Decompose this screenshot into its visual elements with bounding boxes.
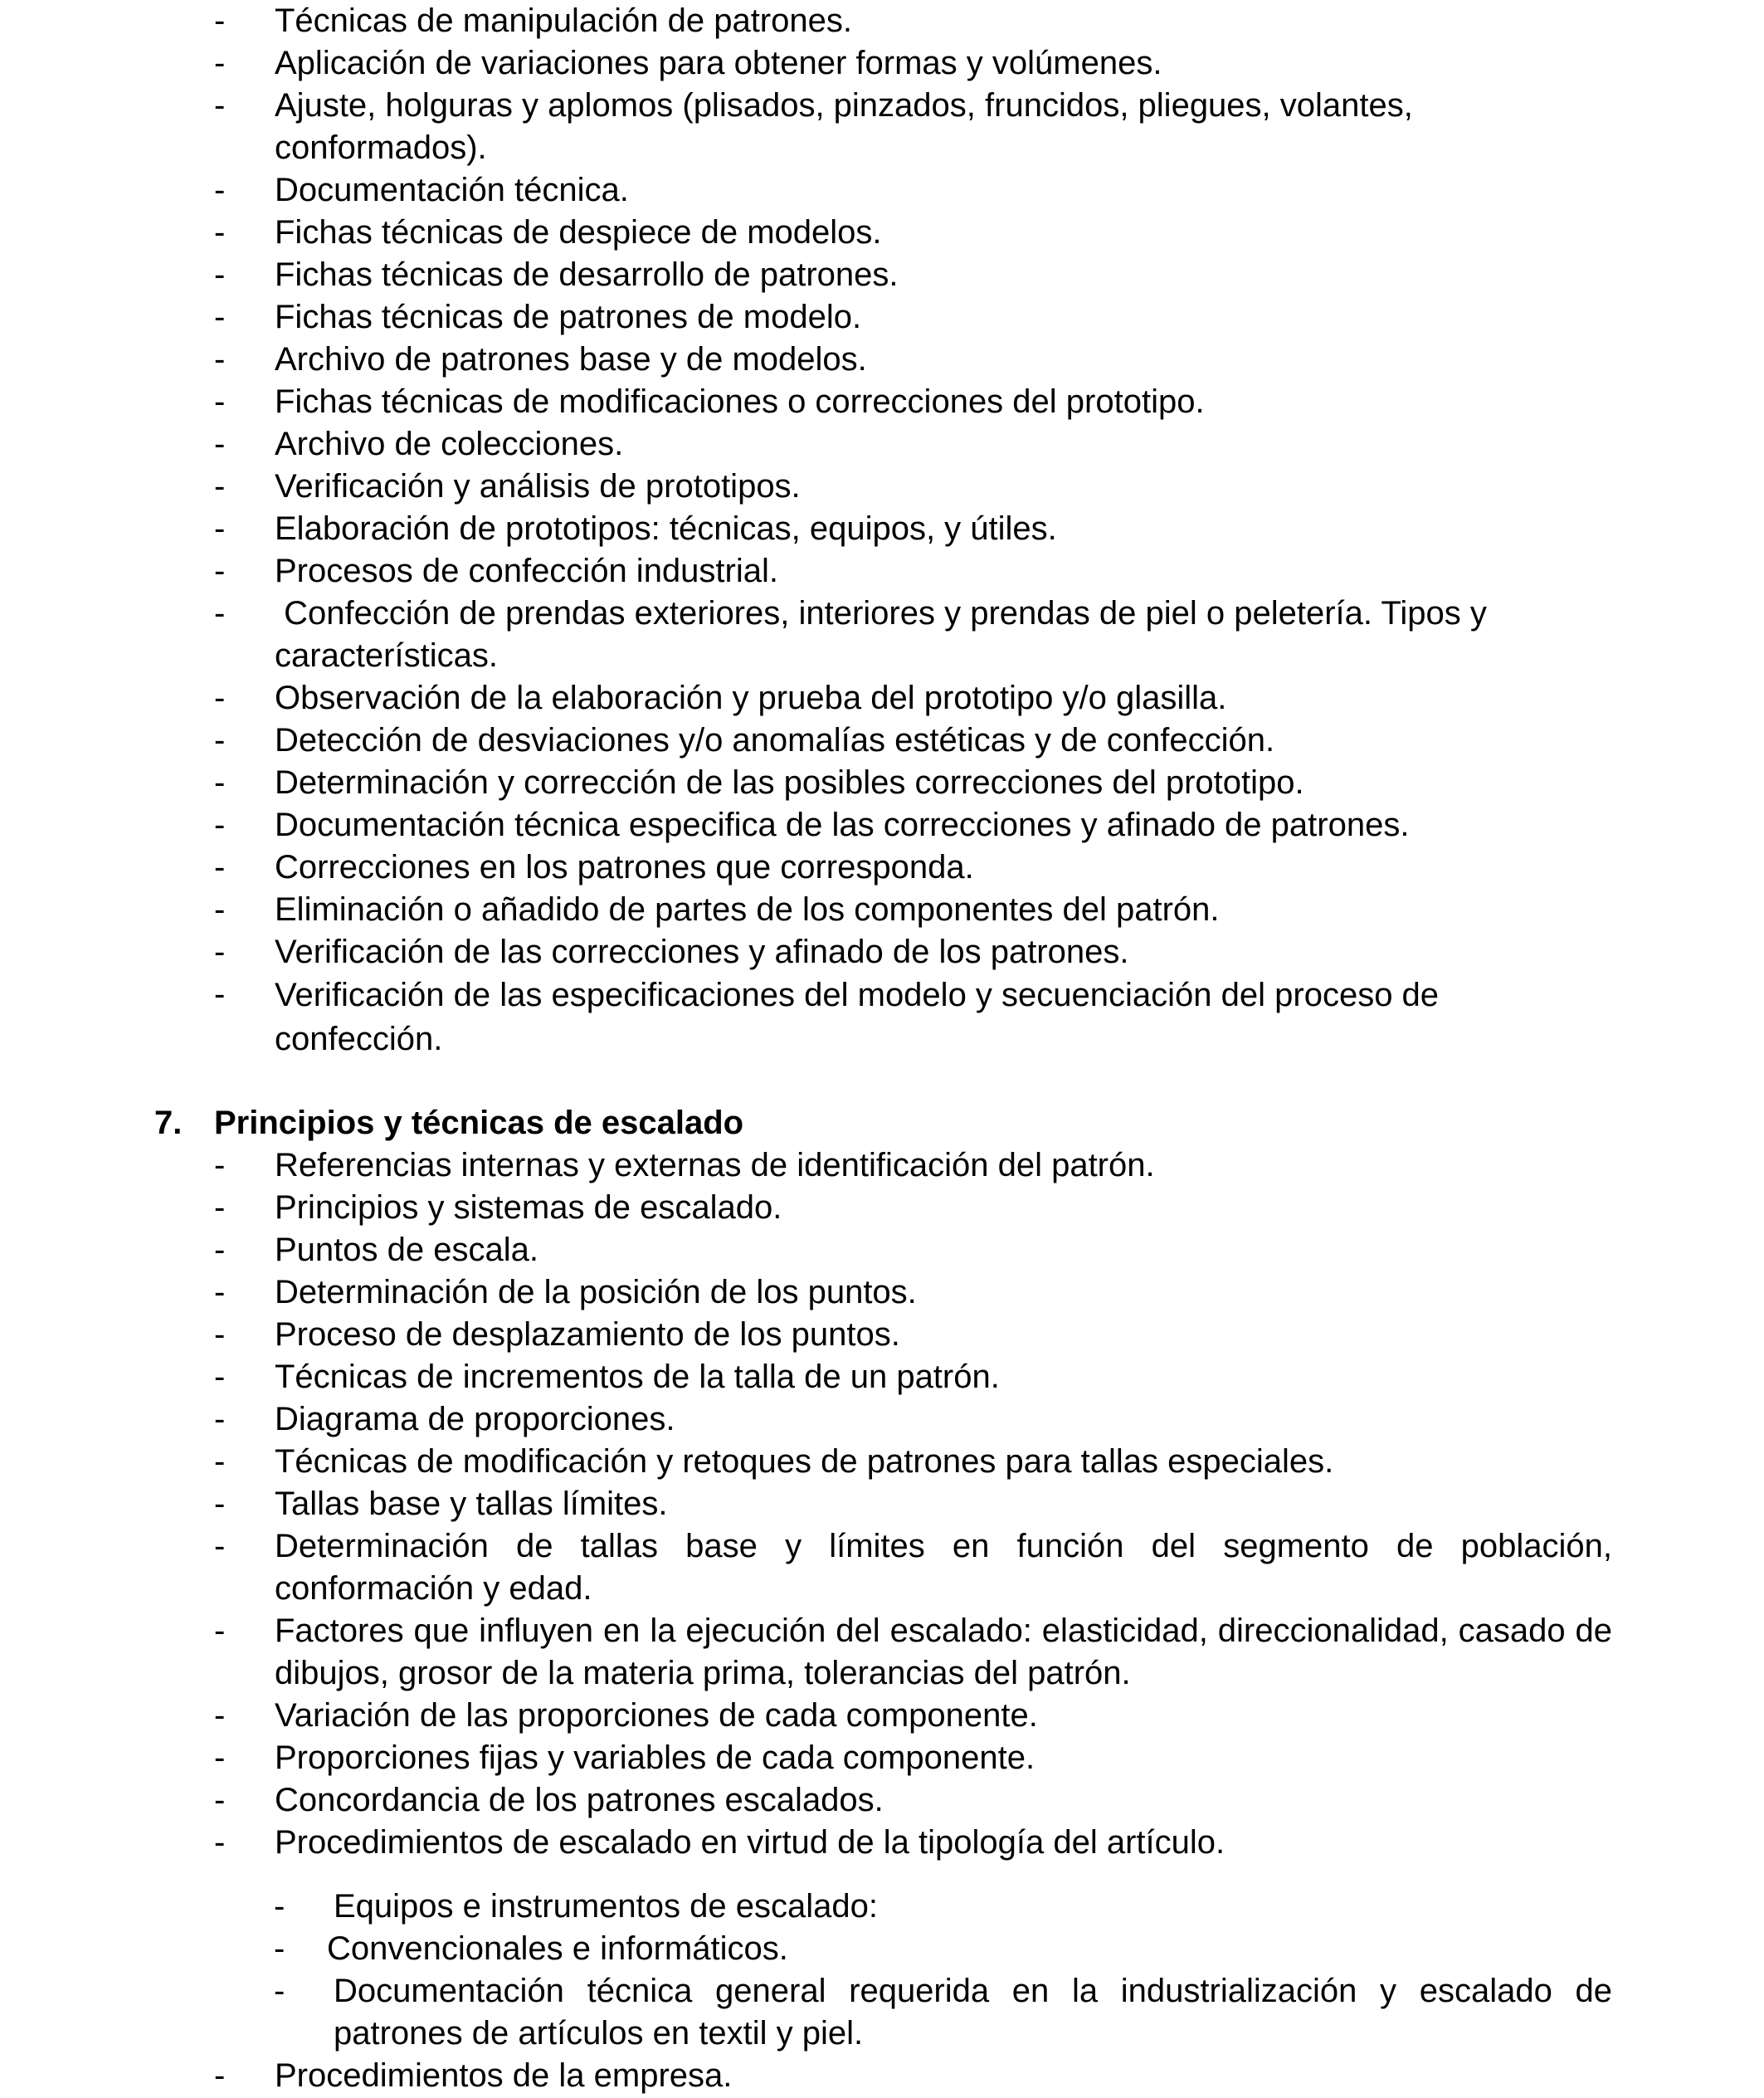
content-list-section-7 xyxy=(0,1144,1764,1864)
list-item xyxy=(0,1737,1764,1779)
bullet-dash: - xyxy=(214,1189,226,1226)
bullet-dash: - xyxy=(214,87,226,124)
bullet-dash: - xyxy=(214,807,226,843)
bullet-dash: - xyxy=(214,553,226,589)
list-item xyxy=(0,1271,1764,1314)
list-item-text: Verificación de las correcciones y afinado de los patrones. xyxy=(275,934,1129,970)
bullet-dash: - xyxy=(214,1782,226,1818)
list-item-text: Archivo de colecciones. xyxy=(275,426,624,462)
bullet-dash: - xyxy=(214,1147,226,1183)
list-item-text: Factores que influyen en la ejecución del escalado: elasticidad, direccionalidad, casado de dibujos, grosor de la materia prima, tolerancias del patrón. xyxy=(275,1613,1612,1691)
list-item-text: Procedimientos de la empresa. xyxy=(275,2057,733,2094)
list-item xyxy=(0,889,1764,931)
list-item xyxy=(0,423,1764,466)
bullet-dash: - xyxy=(214,849,226,886)
list-item xyxy=(0,1483,1764,1525)
bullet-dash: - xyxy=(274,1930,285,1967)
list-item-text: Principios y sistemas de escalado. xyxy=(275,1189,782,1226)
bullet-dash: - xyxy=(274,1973,285,2009)
bullet-dash: - xyxy=(214,214,226,251)
list-item xyxy=(0,296,1764,339)
list-item xyxy=(0,381,1764,423)
bullet-dash: - xyxy=(214,45,226,81)
list-item xyxy=(0,1187,1764,1229)
list-item-text: Fichas técnicas de patrones de modelo. xyxy=(275,299,862,335)
list-item-text: Concordancia de los patrones escalados. xyxy=(275,1782,884,1818)
bullet-dash: - xyxy=(214,256,226,293)
content-sublist xyxy=(0,1886,1764,2055)
list-item-text: Técnicas de incrementos de la talla de un patrón. xyxy=(275,1359,1000,1395)
list-item-text: Observación de la elaboración y prueba del prototipo y/o glasilla. xyxy=(275,680,1227,716)
list-item-text: Puntos de escala. xyxy=(275,1232,538,1268)
list-item xyxy=(0,2055,1764,2097)
list-item xyxy=(0,593,1764,677)
bullet-dash: - xyxy=(214,1528,226,1564)
list-item xyxy=(0,550,1764,593)
bullet-dash: - xyxy=(214,1274,226,1310)
list-item-text: Determinación de tallas base y límites en función del segmento de población, conformación y edad. xyxy=(275,1528,1612,1607)
list-item xyxy=(0,169,1764,212)
list-item xyxy=(0,1822,1764,1864)
bullet-dash: - xyxy=(214,1739,226,1776)
list-item xyxy=(0,1779,1764,1822)
list-item-text: Detección de desviaciones y/o anomalías estéticas y de confección. xyxy=(275,722,1275,759)
list-item-text: Procesos de confección industrial. xyxy=(275,553,778,589)
list-item-text: Equipos e instrumentos de escalado: xyxy=(334,1888,878,1925)
bullet-dash: - xyxy=(214,2,226,39)
list-item-text: Correcciones en los patrones que corresponda. xyxy=(275,849,974,886)
bullet-dash: - xyxy=(214,468,226,505)
list-item xyxy=(0,931,1764,973)
list-item xyxy=(0,677,1764,720)
list-item xyxy=(0,1695,1764,1737)
bullet-dash: - xyxy=(214,934,226,970)
content-list-final xyxy=(0,2055,1764,2097)
bullet-dash: - xyxy=(214,172,226,208)
list-item-text: Diagrama de proporciones. xyxy=(275,1401,675,1437)
list-item xyxy=(0,1314,1764,1356)
list-item-text: Fichas técnicas de despiece de modelos. xyxy=(275,214,882,251)
list-item xyxy=(0,254,1764,296)
list-item-text: Documentación técnica especifica de las correcciones y afinado de patrones. xyxy=(275,807,1410,843)
list-item-text: Determinación y corrección de las posibles correcciones del prototipo. xyxy=(275,764,1304,801)
list-item xyxy=(0,212,1764,254)
list-item-text: Referencias internas y externas de identificación del patrón. xyxy=(275,1147,1155,1183)
bullet-dash: - xyxy=(214,1316,226,1353)
section-title: Principios y técnicas de escalado xyxy=(214,1105,744,1141)
sub-list-item xyxy=(0,1928,1764,1970)
list-item xyxy=(0,0,1764,42)
list-item-text: Convencionales e informáticos. xyxy=(327,1930,788,1967)
bullet-dash: - xyxy=(214,891,226,928)
bullet-dash: - xyxy=(214,1232,226,1268)
list-item xyxy=(0,1144,1764,1187)
list-item xyxy=(0,1229,1764,1271)
bullet-dash: - xyxy=(214,1697,226,1734)
list-item xyxy=(0,508,1764,550)
list-item xyxy=(0,1356,1764,1398)
list-item-text: Aplicación de variaciones para obtener formas y volúmenes. xyxy=(275,45,1162,81)
list-item-text: Técnicas de manipulación de patrones. xyxy=(275,2,852,39)
list-item-text: Ajuste, holguras y aplomos (plisados, pinzados, fruncidos, pliegues, volantes, conformados). xyxy=(275,87,1413,166)
list-item xyxy=(0,85,1764,169)
list-item-text: Técnicas de modificación y retoques de patrones para tallas especiales. xyxy=(275,1443,1334,1480)
bullet-dash: - xyxy=(214,976,226,1012)
bullet-dash: - xyxy=(214,1824,226,1861)
bullet-dash: - xyxy=(214,2057,226,2094)
list-item-text: Documentación técnica. xyxy=(275,172,629,208)
bullet-dash: - xyxy=(214,1486,226,1522)
bullet-dash: - xyxy=(214,341,226,378)
list-item-text: Proceso de desplazamiento de los puntos. xyxy=(275,1316,900,1353)
bullet-dash: - xyxy=(214,426,226,462)
bullet-dash: - xyxy=(214,383,226,420)
list-item xyxy=(0,1441,1764,1483)
list-item-text: Fichas técnicas de desarrollo de patrones. xyxy=(275,256,899,293)
list-item xyxy=(0,847,1764,889)
list-item-text: Proporciones fijas y variables de cada componente. xyxy=(275,1739,1035,1776)
bullet-dash: - xyxy=(214,680,226,716)
list-item xyxy=(0,1525,1764,1610)
bullet-dash: - xyxy=(214,299,226,335)
list-item xyxy=(0,973,1764,1061)
list-item-text: Documentación técnica general requerida en la industrialización y escalado de patrones de artículos en textil y piel. xyxy=(334,1973,1612,2052)
list-item-text: Elaboración de prototipos: técnicas, equipos, y útiles. xyxy=(275,510,1057,547)
list-item xyxy=(0,720,1764,762)
list-item xyxy=(0,762,1764,804)
list-item-text: Fichas técnicas de modificaciones o correcciones del prototipo. xyxy=(275,383,1205,420)
list-item-text: Variación de las proporciones de cada componente. xyxy=(275,1697,1038,1734)
sub-list-item xyxy=(0,1886,1764,1928)
bullet-dash: - xyxy=(214,510,226,547)
bullet-dash: - xyxy=(214,1401,226,1437)
list-item-text: Procedimientos de escalado en virtud de la tipología del artículo. xyxy=(275,1824,1226,1861)
sub-list-item xyxy=(0,1970,1764,2055)
list-item-text: Archivo de patrones base y de modelos. xyxy=(275,341,867,378)
list-item-text: Determinación de la posición de los puntos. xyxy=(275,1274,917,1310)
bullet-dash: - xyxy=(214,1613,226,1649)
list-item-text: Verificación y análisis de prototipos. xyxy=(275,468,801,505)
list-item xyxy=(0,42,1764,85)
section-number: 7. xyxy=(154,1105,183,1141)
bullet-dash: - xyxy=(274,1888,285,1925)
list-item xyxy=(0,339,1764,381)
list-item xyxy=(0,1398,1764,1441)
bullet-dash: - xyxy=(214,595,226,632)
list-item-text: Verificación de las especificaciones del modelo y secuenciación del proceso de confección. xyxy=(275,977,1440,1057)
list-item-text: Eliminación o añadido de partes de los componentes del patrón. xyxy=(275,891,1220,928)
bullet-dash: - xyxy=(214,722,226,759)
bullet-dash: - xyxy=(214,1443,226,1480)
bullet-dash: - xyxy=(214,764,226,801)
list-item-text: Tallas base y tallas límites. xyxy=(275,1486,668,1522)
list-item-text: Confección de prendas exteriores, interiores y prendas de piel o peletería. Tipos y características. xyxy=(275,595,1496,674)
list-item xyxy=(0,466,1764,508)
list-item xyxy=(0,804,1764,847)
list-item xyxy=(0,1610,1764,1695)
bullet-dash: - xyxy=(214,1359,226,1395)
